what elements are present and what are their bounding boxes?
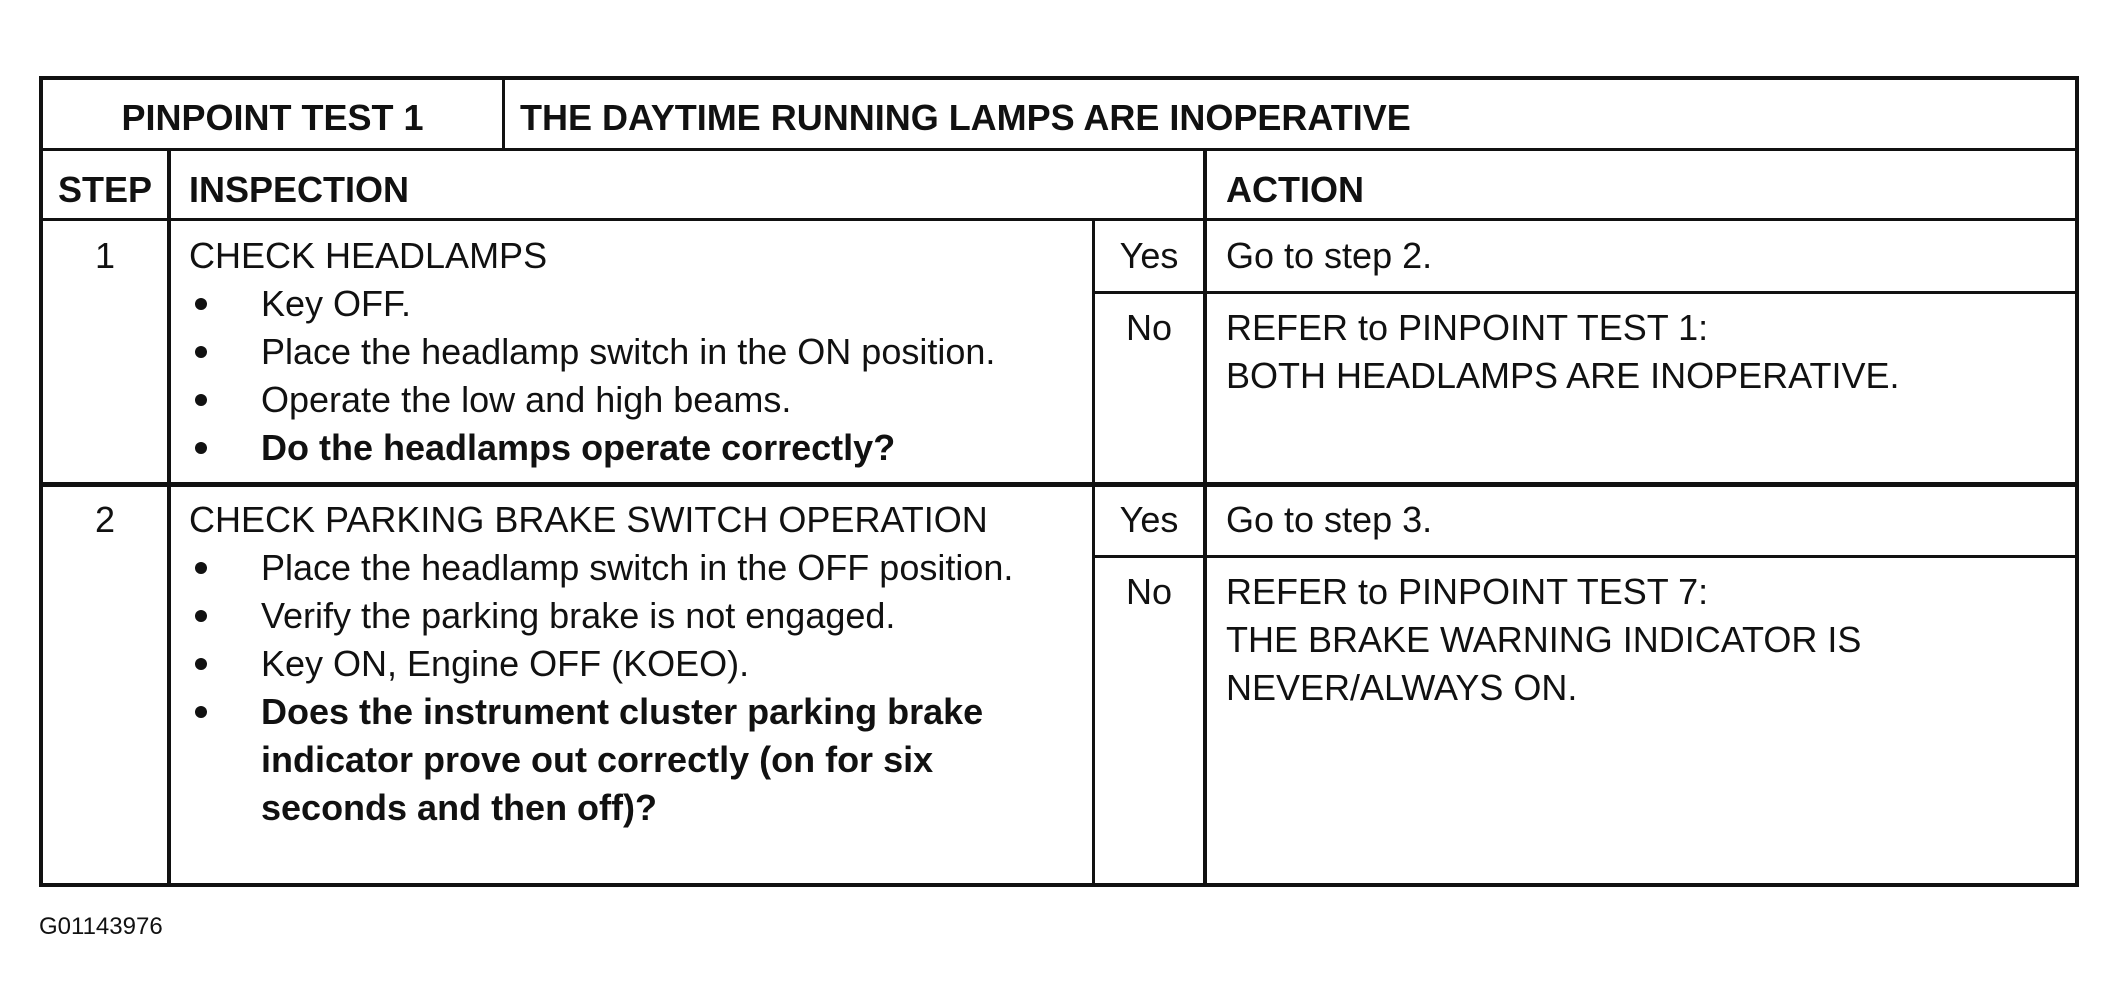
test-title: THE DAYTIME RUNNING LAMPS ARE INOPERATIVE bbox=[520, 97, 1411, 138]
step-title: CHECK HEADLAMPS bbox=[189, 235, 548, 276]
step-title: CHECK PARKING BRAKE SWITCH OPERATION bbox=[189, 499, 988, 540]
inspection-bullet: Key OFF. bbox=[189, 280, 1085, 328]
no-action: REFER to PINPOINT TEST 7: THE BRAKE WARNING INDICATOR IS NEVER/ALWAYS ON. bbox=[1226, 571, 1862, 708]
pinpoint-test-table bbox=[39, 76, 2079, 887]
inspection-bullets bbox=[189, 280, 1085, 472]
test-number: PINPOINT TEST 1 bbox=[121, 97, 424, 138]
yes-label: Yes bbox=[1119, 499, 1179, 540]
inspection-bullet: Verify the parking brake is not engaged. bbox=[189, 592, 1085, 640]
inspection-bullet: Place the headlamp switch in the OFF position. bbox=[189, 544, 1085, 592]
inspection-question: Do the headlamps operate correctly? bbox=[189, 424, 1085, 472]
yes-action: Go to step 2. bbox=[1226, 235, 1433, 276]
header-divider bbox=[43, 218, 2075, 221]
col-header-action: ACTION bbox=[1226, 169, 1364, 210]
col-header-inspection: INSPECTION bbox=[189, 169, 410, 210]
no-action: REFER to PINPOINT TEST 1: BOTH HEADLAMPS ARE INOPERATIVE. bbox=[1226, 307, 1900, 396]
bullet-icon bbox=[195, 562, 207, 574]
bullet-icon bbox=[195, 706, 207, 718]
col-header-step: STEP bbox=[57, 169, 153, 210]
inspection-bullet: Place the headlamp switch in the ON position. bbox=[189, 328, 1085, 376]
bullet-icon bbox=[195, 658, 207, 670]
step2-yes-no-divider bbox=[1095, 555, 2075, 558]
step-number: 1 bbox=[94, 235, 116, 276]
inspection-bullet: Key ON, Engine OFF (KOEO). bbox=[189, 640, 1085, 688]
step-col-divider bbox=[167, 150, 171, 883]
bullet-icon bbox=[195, 298, 207, 310]
bullet-icon bbox=[195, 442, 207, 454]
step-inspection bbox=[189, 232, 1085, 472]
bullet-icon bbox=[195, 610, 207, 622]
step-number: 2 bbox=[94, 499, 116, 540]
yes-label: Yes bbox=[1119, 235, 1179, 276]
action-col-divider bbox=[1203, 150, 1207, 883]
no-label: No bbox=[1125, 571, 1173, 612]
inspection-question: Does the instrument cluster parking brake indicator prove out correctly (on for six seconds and then off)? bbox=[189, 688, 1085, 832]
bullet-icon bbox=[195, 394, 207, 406]
inspection-bullets bbox=[189, 544, 1085, 832]
figure-id: G01143976 bbox=[39, 913, 163, 940]
step-inspection bbox=[189, 496, 1085, 832]
step-divider bbox=[43, 482, 2075, 487]
step1-yes-no-divider bbox=[1095, 291, 2075, 294]
no-label: No bbox=[1125, 307, 1173, 348]
bullet-icon bbox=[195, 346, 207, 358]
inspection-bullet: Operate the low and high beams. bbox=[189, 376, 1085, 424]
title-divider bbox=[43, 148, 2075, 151]
yes-action: Go to step 3. bbox=[1226, 499, 1433, 540]
title-col-divider bbox=[502, 80, 505, 150]
